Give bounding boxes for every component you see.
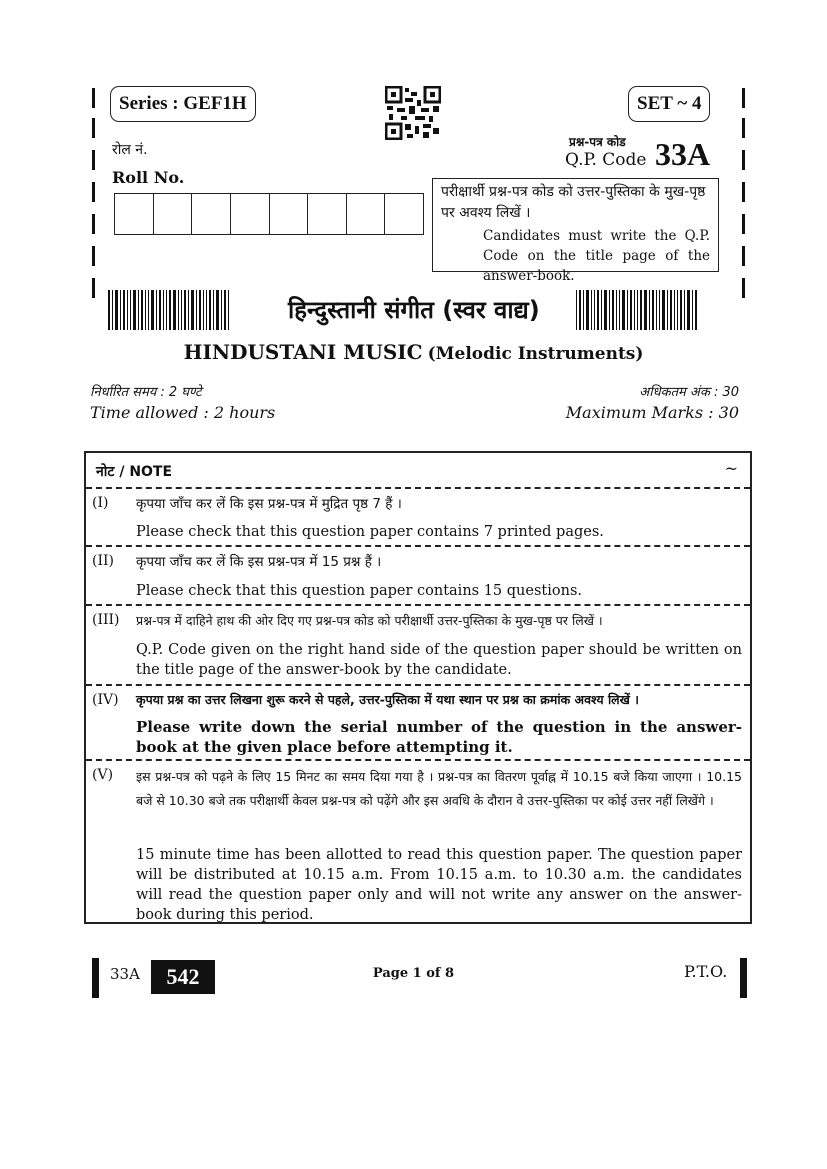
note-hindi: इस प्रश्न-पत्र को पढ़ने के लिए 15 मिनट का समय दिया गया है । प्रश्न-पत्र का वितरण पूर्वाह्न में 10.15 बजे किया जाएगा । 10.15 बजे से 10.30 बजे तक परीक्षार्थी केवल प्रश्न-पत्र को पढ़ेंगे और इस अवधि के दौरान वे उत्तर-पुस्तिका पर कोई उत्तर नहीं लिखेंगे । [136,769,742,808]
title-english [0,340,827,364]
qp-code-value: 33A [655,136,711,172]
qp-instruction-english: Candidates must write the Q.P. Code on the title page of the answer-book. [483,228,710,284]
roll-cell[interactable] [347,194,386,234]
set-label: SET ~ 4 [628,86,710,122]
note-hindi: कृपया जाँच कर लें कि इस प्रश्न-पत्र में 15 प्रश्न हैं । [136,554,382,570]
divider [86,545,750,547]
qr-code-icon [385,86,441,140]
series-label: Series : GEF1H [110,86,256,122]
roll-cell[interactable] [115,194,154,234]
qp-code-label: Q.P. Code [565,150,647,170]
divider [86,604,750,606]
note-tilde: ~ [724,459,738,478]
note-english: Q.P. Code given on the right hand side of the question paper should be written on the title page of the answer-book by the candidate. [136,642,742,678]
note-number: (V) [92,767,114,783]
roll-cell[interactable] [154,194,193,234]
note-number: (IV) [92,692,119,708]
roll-no-label: Roll No. [112,168,185,187]
max-marks: Maximum Marks : 30 [565,403,739,422]
note-english: Please write down the serial number of the question in the answer-book at the given place before attempting it. [136,718,742,756]
note-english: 15 minute time has been allotted to read this question paper. The question paper will be distributed at 10.15 a.m. From 10.15 a.m. to 10.30 a.m. the candidates will read the question paper only and will not write any answer on the answer-book during this period. [136,847,742,923]
pto-label: P.T.O. [684,962,728,981]
roll-cell[interactable] [231,194,270,234]
qp-code-label-hindi: प्रश्न-पत्र कोड [569,135,626,149]
title-english-main: HINDUSTANI MUSIC [183,340,423,364]
roll-cell[interactable] [192,194,231,234]
divider [86,684,750,686]
footer-code: 33A [110,965,140,983]
roll-no-boxes[interactable] [114,193,424,235]
note-hindi: कृपया प्रश्न का उत्तर लिखना शुरू करने से पहले, उत्तर-पुस्तिका में यथा स्थान पर प्रश्न का क्रमांक अवश्य लिखें । [136,692,639,707]
roll-cell[interactable] [308,194,347,234]
note-number: (II) [92,553,114,569]
roll-no-label-hindi: रोल नं. [112,142,148,158]
qp-instruction-box [432,178,719,284]
note-header: नोट / NOTE [96,464,173,480]
note-hindi: कृपया जाँच कर लें कि इस प्रश्न-पत्र में मुद्रित पृष्ठ 7 हैं । [136,496,402,512]
note-english: Please check that this question paper contains 7 printed pages. [136,524,604,540]
max-marks-hindi: अधिकतम अंक : 30 [639,385,739,400]
barcode-right-icon [576,290,699,330]
note-number: (III) [92,612,120,628]
footer-right-bar [740,958,747,998]
note-english: Please check that this question paper contains 15 questions. [136,583,582,599]
barcode-left-icon [108,290,231,330]
note-hindi: प्रश्न-पत्र में दाहिने हाथ की ओर दिए गए प्रश्न-पत्र कोड को परीक्षार्थी उत्तर-पुस्तिका के मुख-पृष्ठ पर लिखें । [136,613,603,628]
time-allowed: Time allowed : 2 hours [90,403,276,422]
footer-number-box: 542 [151,960,215,994]
divider [86,759,750,761]
roll-cell[interactable] [385,194,423,234]
title-english-sub: (Melodic Instruments) [427,344,644,364]
title-hindi: हिन्दुस्तानी संगीत (स्वर वाद्य) [288,296,540,324]
roll-cell[interactable] [270,194,309,234]
note-box [84,451,752,924]
page-number: Page 1 of 8 [372,966,455,981]
qp-instruction-hindi: परीक्षार्थी प्रश्न-पत्र कोड को उत्तर-पुस्तिका के मुख-पृष्ठ पर अवश्य लिखें । [441,184,706,221]
divider [86,487,750,489]
time-allowed-hindi: निर्धारित समय : 2 घण्टे [90,385,202,400]
note-number: (I) [92,495,109,511]
